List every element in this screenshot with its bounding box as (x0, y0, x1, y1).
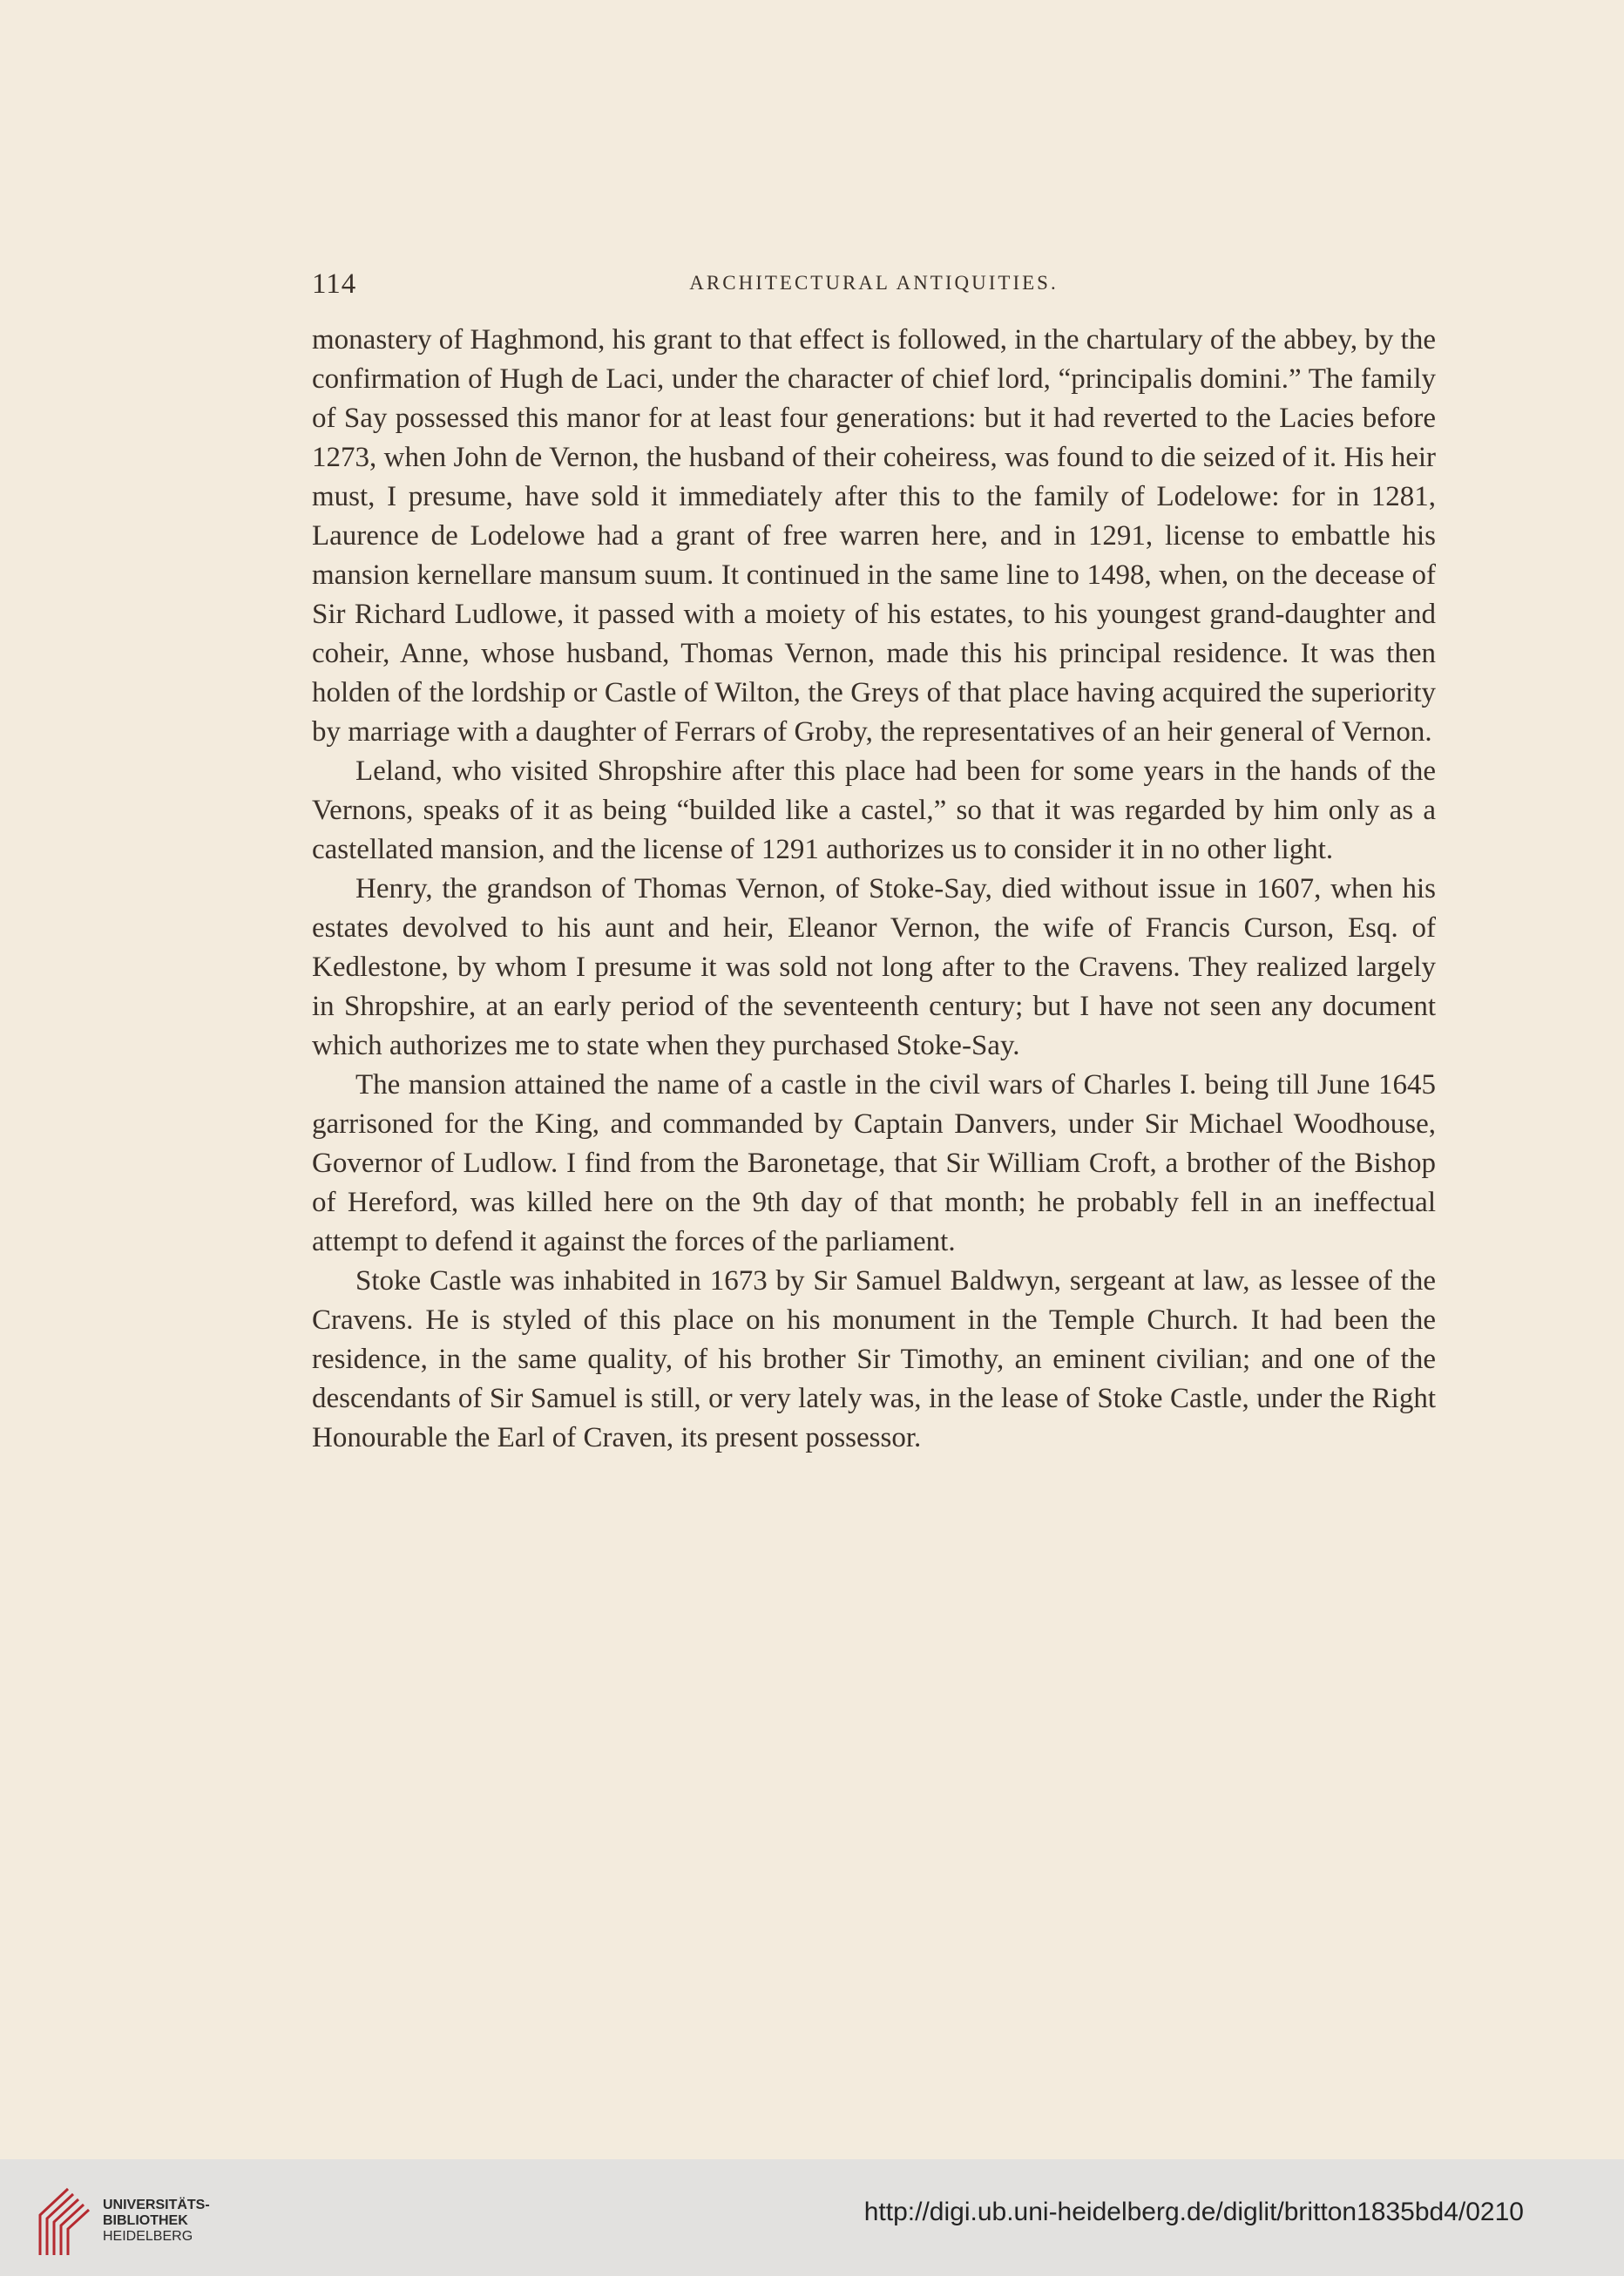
paragraph-3: Henry, the grandson of Thomas Vernon, of Stoke-Say, died without issue in 1607, when his estates devolved to his aunt and heir, Eleanor Vernon, the wife of Francis Curson, Esq. of Kedlestone, by whom I presume it was sold not long after to the Cravens. They realized largely in Shropshire, at an early period of the seventeenth century; but I have not seen any document which authorizes me to state when they purchased Stoke-Say. (312, 873, 1436, 1061)
library-name (103, 2198, 210, 2245)
library-name-line3: HEIDELBERG (103, 2229, 193, 2244)
paragraph-2: Leland, who visited Shropshire after this place had been for some years in the hands of the Vernons, speaks of it as being “builded like a castel,” so that it was regarded by him only as a castellated mansion, and the license of 1291 authorizes us to consider it in no other light. (312, 755, 1436, 865)
university-library-logo-icon (35, 2185, 96, 2259)
paragraph-5: Stoke Castle was inhabited in 1673 by Sir Samuel Baldwyn, sergeant at law, as lessee of the Cravens. He is styled of this place on his monument in the Temple Church. It had been the residence, in the same quality, of his brother Sir Timothy, an eminent civilian; and one of the descendants of Sir Samuel is still, or very lately was, in the lease of Stoke Castle, under the Right Honourable the Earl of Craven, its present possessor. (312, 1265, 1436, 1453)
page-number: 114 (312, 268, 357, 300)
library-name-line2: BIBLIOTHEK (103, 2213, 188, 2228)
footer-bar (0, 2159, 1624, 2276)
paragraph-4: The mansion attained the name of a castle in the civil wars of Charles I. being till June 1645 garrisoned for the King, and commanded by Captain Danvers, under Sir Michael Woodhouse, Governor of Ludlow. I find from the Baronetage, that Sir William Croft, a brother of the Bishop of Hereford, was killed here on the 9th day of that month; he probably fell in an ineffectual attempt to defend it against the forces of the parliament. (312, 1069, 1436, 1257)
page-header (312, 268, 1436, 307)
running-head: ARCHITECTURAL ANTIQUITIES. (689, 272, 1059, 294)
paragraph-1: monastery of Haghmond, his grant to that effect is followed, in the chartulary of the abbey, by the confirmation of Hugh de Laci, under the character of chief lord, “principalis domini.” The family of Say possessed this manor for at least four generations: but it had reverted to the Lacies before 1273, when John de Vernon, the husband of their coheiress, was found to die seized of it. His heir must, I presume, have sold it immediately after this to the family of Lodelowe: for in 1281, Laurence de Lodelowe had a grant of free warren here, and in 1291, license to embattle his mansion kernellare mansum suum. It continued in the same line to 1498, when, on the decease of Sir Richard Ludlowe, it passed with a moiety of his estates, to his youngest grand-daughter and coheir, Anne, whose husband, Thomas Vernon, made this his principal residence. It was then holden of the lordship or Castle of Wilton, the Greys of that place having acquired the superiority by marriage with a daughter of Ferrars of Groby, the representatives of an heir general of Vernon. (312, 324, 1436, 748)
library-name-line1: UNIVERSITÄTS- (103, 2198, 210, 2212)
body-text (312, 321, 1436, 1458)
permalink-url[interactable]: http://digi.ub.uni-heidelberg.de/diglit/britton1835bd4/0210 (863, 2198, 1524, 2226)
